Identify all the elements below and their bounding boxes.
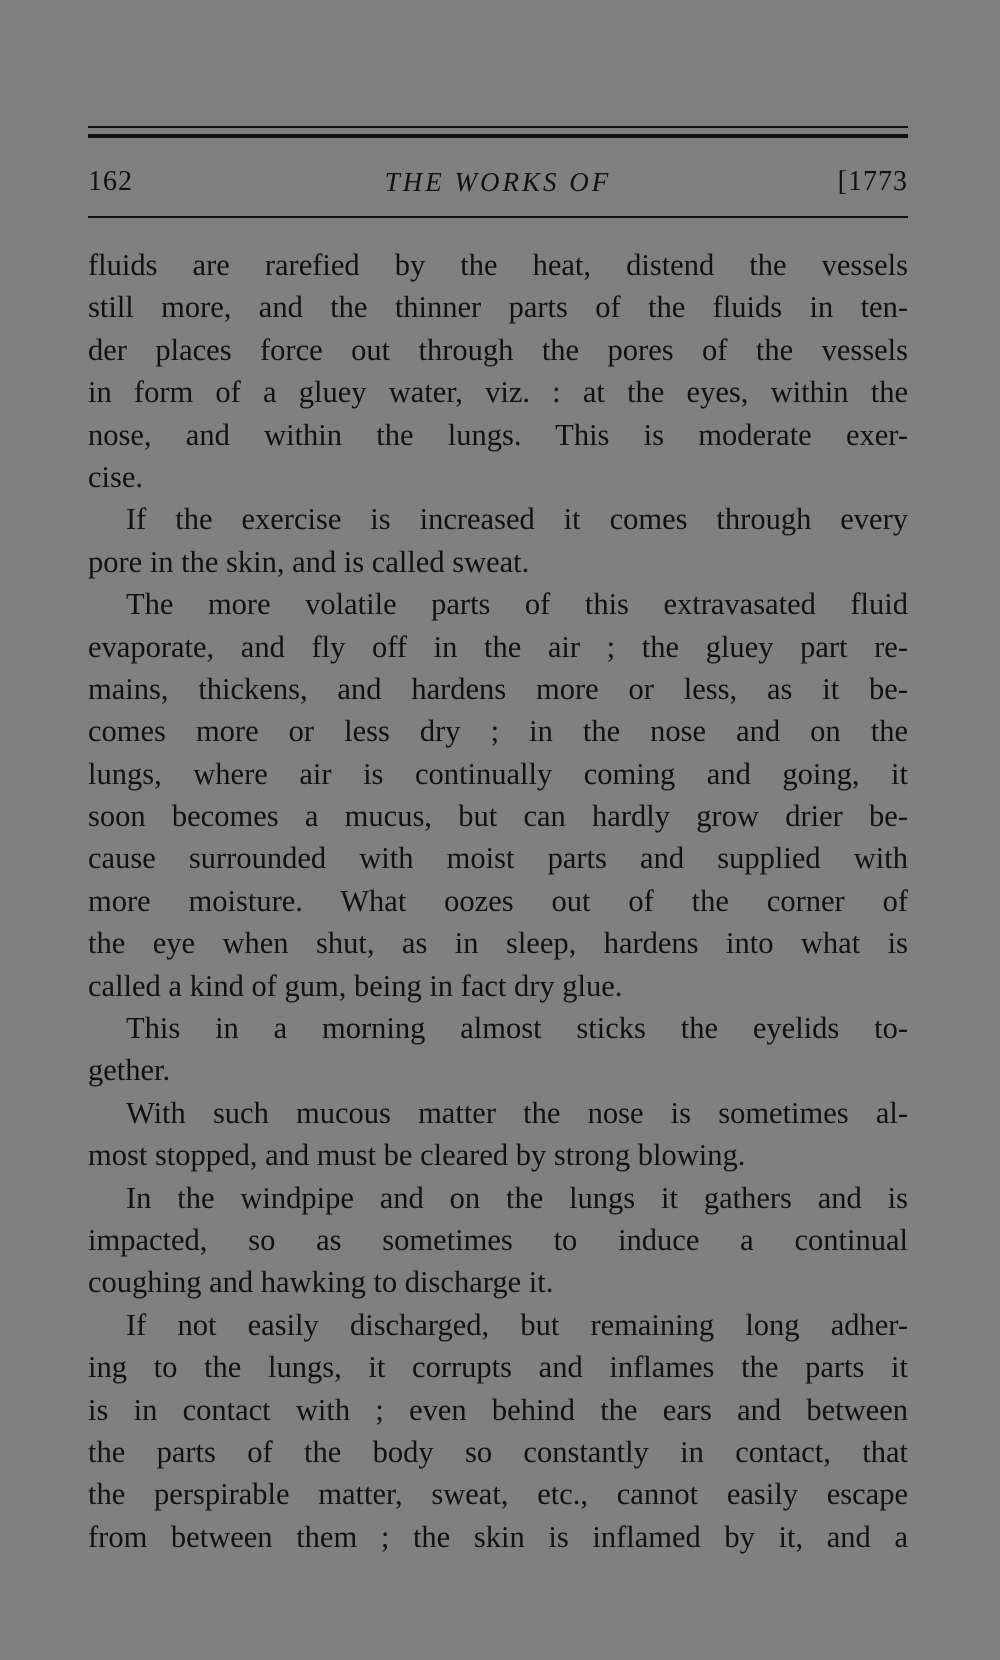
text-line: called a kind of gum, being in fact dry glue. bbox=[88, 968, 623, 1003]
text-line: the eye when shut, as in sleep, hardens into what is bbox=[88, 926, 908, 961]
text-line: is in contact with ; even behind the ears and between bbox=[88, 1392, 908, 1427]
text-line: This in a morning almost sticks the eyelids to- bbox=[126, 1011, 908, 1046]
text-line: In the windpipe and on the lungs it gathers and is bbox=[126, 1180, 908, 1215]
text-line: lungs, where air is continually coming and going, it bbox=[88, 756, 908, 791]
text-line: gether. bbox=[88, 1053, 171, 1088]
text-line: nose, and within the lungs. This is moderate exer- bbox=[88, 417, 908, 452]
text-line: cause surrounded with moist parts and supplied with bbox=[88, 841, 908, 876]
top-rule bbox=[88, 126, 908, 128]
text-line: still more, and the thinner parts of the fluids in ten- bbox=[88, 290, 908, 325]
text-line: the parts of the body so constantly in contact, that bbox=[88, 1434, 908, 1469]
text-line: der places force out through the pores of the vessels bbox=[88, 332, 908, 367]
running-head bbox=[88, 160, 908, 204]
text-line: in form of a gluey water, viz. : at the eyes, within the bbox=[88, 375, 908, 410]
body-text bbox=[88, 244, 908, 1558]
text-line: comes more or less dry ; in the nose and on the bbox=[88, 714, 908, 749]
text-line: more moisture. What oozes out of the corner of bbox=[88, 883, 908, 918]
page-number: 162 bbox=[88, 166, 133, 197]
top-rule-thick bbox=[88, 134, 908, 138]
text-line: With such mucous matter the nose is sometimes al- bbox=[126, 1095, 908, 1130]
running-year: [1773 bbox=[837, 166, 908, 197]
text-line: mains, thickens, and hardens more or less, as it be- bbox=[88, 671, 908, 706]
text-line: The more volatile parts of this extravasated fluid bbox=[126, 587, 908, 622]
text-line: from between them ; the skin is inflamed by it, and a bbox=[88, 1519, 908, 1554]
text-line: the perspirable matter, sweat, etc., cannot easily escape bbox=[88, 1477, 908, 1512]
text-line: fluids are rarefied by the heat, distend the vessels bbox=[88, 248, 908, 282]
text-line: evaporate, and fly off in the air ; the gluey part re- bbox=[88, 629, 908, 664]
header-rule bbox=[88, 216, 908, 218]
text-line: pore in the skin, and is called sweat. bbox=[88, 544, 530, 579]
running-title: THE WORKS OF bbox=[384, 167, 612, 197]
text-line: coughing and hawking to discharge it. bbox=[88, 1265, 554, 1300]
text-line: ing to the lungs, it corrupts and inflames the parts it bbox=[88, 1350, 908, 1385]
text-line: impacted, so as sometimes to induce a continual bbox=[88, 1222, 908, 1257]
text-line: If the exercise is increased it comes through every bbox=[126, 502, 908, 537]
text-line: If not easily discharged, but remaining long adher- bbox=[126, 1307, 908, 1342]
text-line: soon becomes a mucus, but can hardly grow drier be- bbox=[88, 799, 908, 834]
book-page bbox=[88, 0, 908, 1660]
text-line: cise. bbox=[88, 459, 144, 494]
text-line: most stopped, and must be cleared by strong blowing. bbox=[88, 1138, 746, 1173]
